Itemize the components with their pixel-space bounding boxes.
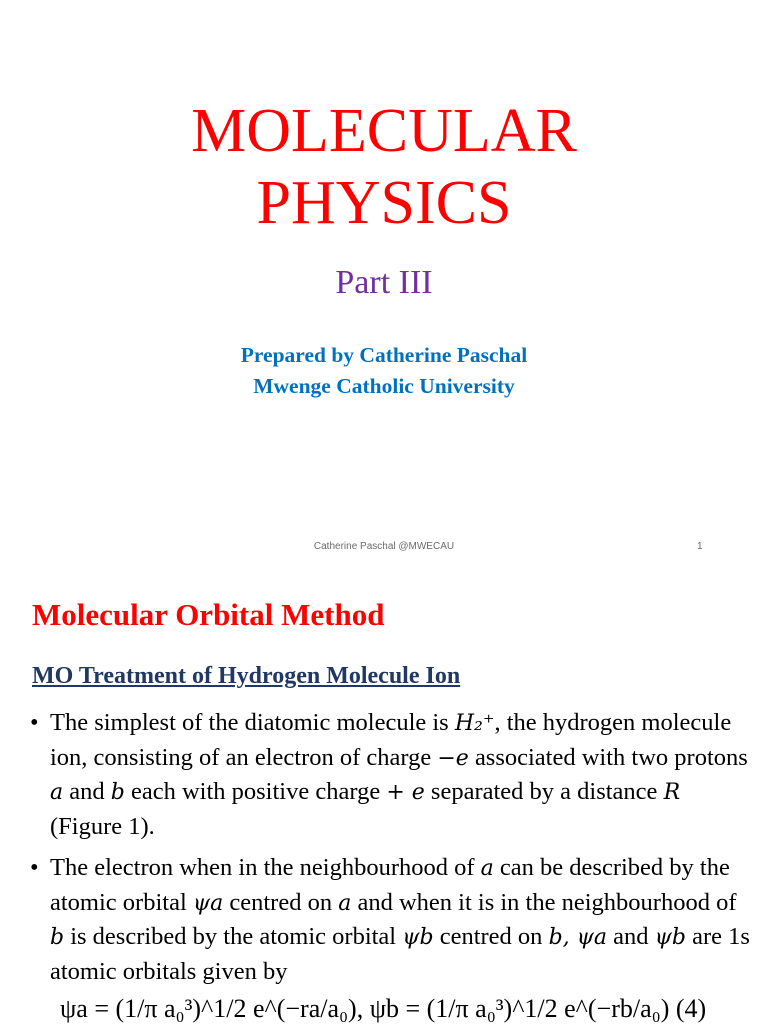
math-symbol: −e [437, 745, 469, 771]
math-symbol: a [50, 780, 64, 805]
bullet-text: and when it is in the neighbourhood of [351, 888, 737, 916]
bullet-icon: • [30, 854, 39, 881]
title-line-2: PHYSICS [256, 169, 512, 237]
slide-subtitle: Part III [335, 264, 433, 301]
bullet-item [30, 851, 750, 988]
author-line-2: Mwenge Catholic University [253, 374, 515, 398]
bullet-text: associated with two protons [468, 743, 748, 771]
bullet-item [30, 706, 750, 843]
equation-fragment: ψa = (1/π a₀³)^1/2 e^(−ra/a₀), ψb = (1/π a₀³)^1/2 e^(−rb/a₀) (4) [60, 994, 707, 1023]
math-symbol: ψb [654, 925, 686, 950]
bullet-icon: • [30, 709, 39, 736]
math-symbol: a [338, 890, 352, 916]
section-heading: MO Treatment of Hydrogen Molecule Ion [32, 663, 461, 689]
author-block [0, 340, 768, 402]
math-symbol: b, ψa [548, 925, 607, 950]
math-symbol: H₂⁺ [454, 711, 495, 736]
page-number: 1 [697, 541, 703, 552]
math-symbol: b [110, 780, 125, 805]
bullet-text: The simplest of the diatomic molecule is [50, 709, 455, 736]
bullet-text: centred on [433, 923, 549, 950]
math-symbol: R [663, 780, 681, 805]
bullet-text: each with positive charge [124, 778, 387, 805]
bullet-text: is described by the atomic orbital [64, 923, 403, 950]
math-symbol: + e [386, 780, 425, 805]
title-line-1: MOLECULAR [191, 97, 577, 165]
slide-footer: Catherine Paschal @MWECAU [313, 541, 455, 552]
bullet-list [30, 706, 750, 996]
bullet-text: separated by a distance [424, 778, 664, 805]
math-symbol: ψb [402, 925, 434, 950]
bullet-text: The electron when in the neighbourhood of [50, 854, 481, 881]
bullet-text: , the hydrogen molecule ion, consisting of an electron of charge [50, 709, 732, 771]
slide-title [0, 95, 768, 239]
math-symbol: a [480, 856, 494, 881]
slide-2 [0, 576, 768, 1024]
bullet-text: (Figure 1). [50, 812, 155, 840]
slide-title: Molecular Orbital Method [32, 597, 385, 632]
bullet-text: can be described by the atomic orbital [50, 854, 730, 916]
math-symbol: b [50, 925, 65, 950]
math-symbol: ψa [192, 890, 224, 916]
bullet-text: are 1s atomic orbitals given by [50, 923, 750, 985]
bullet-text: centred on [223, 888, 339, 916]
bullet-text: and [607, 923, 655, 950]
bullet-text: and [63, 778, 111, 805]
author-line-1: Prepared by Catherine Paschal [240, 343, 528, 367]
